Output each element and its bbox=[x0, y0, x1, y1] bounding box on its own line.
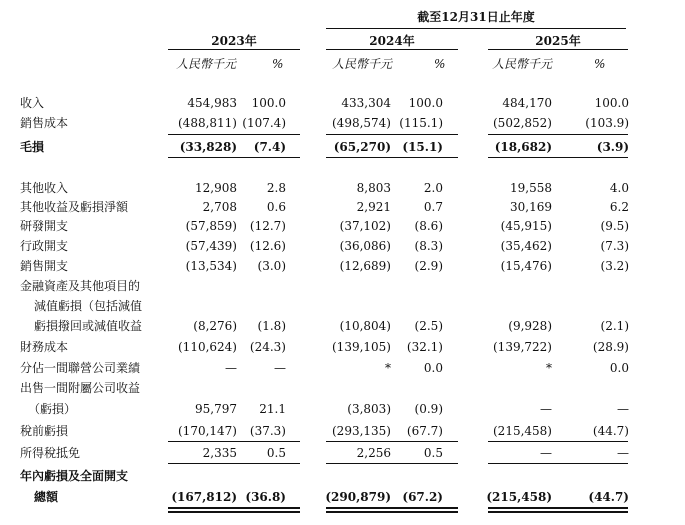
cell-pct-2024: (0.9) bbox=[414, 402, 443, 416]
percent-label-2023: % bbox=[272, 57, 284, 71]
header-rule bbox=[326, 28, 626, 29]
cell-pct-2023: (7.4) bbox=[253, 140, 286, 154]
tax-rule-2023 bbox=[168, 463, 300, 464]
cell-pct-2024: 0.5 bbox=[423, 446, 443, 460]
cell-pct-2024: (32.1) bbox=[406, 340, 443, 354]
cell-amount-2023: (13,534) bbox=[185, 259, 237, 273]
cell-amount-2025: (215,458) bbox=[486, 490, 552, 504]
cell-pct-2024: 100.0 bbox=[408, 96, 443, 110]
cell-pct-2025: (7.3) bbox=[600, 239, 629, 253]
cell-pct-2023: (12.7) bbox=[249, 219, 286, 233]
tax-rule-2024 bbox=[326, 463, 458, 464]
row-label-other-gains-losses: 其他收益及虧損淨額 bbox=[20, 200, 129, 214]
row-label-total-loss-line2: 總額 bbox=[34, 490, 59, 504]
cell-pct-2023: 2.8 bbox=[266, 181, 286, 195]
cell-amount-2025: * bbox=[546, 361, 552, 375]
cell-pct-2023: (107.4) bbox=[242, 116, 286, 130]
cell-amount-2023: 12,908 bbox=[195, 181, 237, 195]
cell-pct-2025: (44.7) bbox=[592, 424, 629, 438]
currency-label-2024: 人民幣千元 bbox=[332, 57, 393, 71]
row-label-disposal-line1: 出售一間附屬公司收益 bbox=[20, 381, 141, 395]
cell-pct-2025: — bbox=[617, 446, 629, 460]
row-label-finance-costs: 財務成本 bbox=[20, 340, 69, 354]
cell-amount-2024: 8,803 bbox=[356, 181, 391, 195]
year-2024-rule bbox=[326, 49, 458, 50]
cell-pct-2023: 100.0 bbox=[251, 96, 286, 110]
cell-pct-2024: (115.1) bbox=[399, 116, 443, 130]
cell-amount-2024: (65,270) bbox=[333, 140, 391, 154]
pretax-rule-2023 bbox=[168, 441, 300, 442]
total-double-rule-top-2025 bbox=[488, 507, 628, 509]
pretax-rule-2024 bbox=[326, 441, 458, 442]
cell-amount-2024: (290,879) bbox=[325, 490, 391, 504]
year-2023-rule bbox=[168, 49, 300, 50]
subtotal-rule-2023 bbox=[168, 134, 300, 135]
cell-pct-2023: (12.6) bbox=[249, 239, 286, 253]
cell-amount-2023: (57,859) bbox=[185, 219, 237, 233]
year-2023-header: 2023年 bbox=[211, 34, 257, 48]
year-2024-header: 2024年 bbox=[369, 34, 415, 48]
cell-amount-2024: (3,803) bbox=[347, 402, 391, 416]
cell-amount-2025: 19,558 bbox=[510, 181, 552, 195]
cell-amount-2023: (57,439) bbox=[185, 239, 237, 253]
row-label-loss-before-tax: 稅前虧損 bbox=[20, 424, 69, 438]
cell-pct-2023: 0.6 bbox=[266, 200, 286, 214]
cell-amount-2025: (215,458) bbox=[493, 424, 552, 438]
cell-amount-2023: — bbox=[225, 361, 237, 375]
cell-amount-2023: 2,708 bbox=[202, 200, 237, 214]
cell-pct-2023: (24.3) bbox=[249, 340, 286, 354]
cell-pct-2025: (2.1) bbox=[600, 319, 629, 333]
row-label-admin-expenses: 行政開支 bbox=[20, 239, 69, 253]
cell-amount-2024: (37,102) bbox=[339, 219, 391, 233]
row-label-other-income: 其他收入 bbox=[20, 181, 69, 195]
row-label-income-tax-credit: 所得稅抵免 bbox=[20, 446, 81, 460]
gross-loss-rule-2025 bbox=[488, 157, 628, 158]
cell-amount-2025: — bbox=[540, 446, 552, 460]
subtotal-rule-2025 bbox=[488, 134, 628, 135]
row-label-rnd-expenses: 研發開支 bbox=[20, 219, 69, 233]
cell-amount-2024: 433,304 bbox=[341, 96, 391, 110]
cell-amount-2023: (488,811) bbox=[178, 116, 237, 130]
cell-amount-2024: (498,574) bbox=[332, 116, 391, 130]
cell-pct-2024: (8.3) bbox=[414, 239, 443, 253]
total-double-rule-bottom-2024 bbox=[326, 511, 458, 513]
cell-pct-2024: (67.2) bbox=[402, 490, 443, 504]
cell-pct-2025: (44.7) bbox=[588, 490, 629, 504]
cell-amount-2023: (170,147) bbox=[178, 424, 237, 438]
cell-pct-2023: — bbox=[274, 361, 286, 375]
currency-label-2025: 人民幣千元 bbox=[492, 57, 553, 71]
cell-amount-2024: * bbox=[385, 361, 391, 375]
total-double-rule-top-2023 bbox=[168, 507, 300, 509]
total-double-rule-bottom-2025 bbox=[488, 511, 628, 513]
cell-amount-2025: (9,928) bbox=[508, 319, 552, 333]
cell-amount-2025: (502,852) bbox=[493, 116, 552, 130]
cell-pct-2024: 2.0 bbox=[423, 181, 443, 195]
cell-pct-2024: (67.7) bbox=[406, 424, 443, 438]
gross-loss-rule-2024 bbox=[326, 157, 458, 158]
total-double-rule-top-2024 bbox=[326, 507, 458, 509]
cell-amount-2024: (12,689) bbox=[339, 259, 391, 273]
row-label-impairment-line2: 減值虧損（包括減值 bbox=[34, 299, 143, 313]
subtotal-rule-2024 bbox=[326, 134, 458, 135]
year-2025-header: 2025年 bbox=[535, 34, 581, 48]
row-label-share-of-associate: 分佔一間聯營公司業績 bbox=[20, 361, 141, 375]
row-label-impairment-line1: 金融資產及其他項目的 bbox=[20, 279, 141, 293]
row-label-cost-of-sales: 銷售成本 bbox=[20, 116, 69, 130]
gross-loss-rule-2023 bbox=[168, 157, 300, 158]
percent-label-2024: % bbox=[434, 57, 446, 71]
year-2025-rule bbox=[488, 49, 628, 50]
tax-rule-2025 bbox=[488, 463, 628, 464]
cell-pct-2025: (3.2) bbox=[600, 259, 629, 273]
row-label-selling-expenses: 銷售開支 bbox=[20, 259, 69, 273]
cell-pct-2025: 4.0 bbox=[609, 181, 629, 195]
cell-amount-2023: 454,983 bbox=[187, 96, 237, 110]
currency-label-2023: 人民幣千元 bbox=[176, 57, 237, 71]
row-label-total-loss-line1: 年內虧損及全面開支 bbox=[20, 469, 129, 483]
pretax-rule-2025 bbox=[488, 441, 628, 442]
cell-amount-2024: (293,135) bbox=[332, 424, 391, 438]
cell-pct-2025: — bbox=[617, 402, 629, 416]
row-label-disposal-line2: （虧損） bbox=[28, 402, 77, 416]
total-double-rule-bottom-2023 bbox=[168, 511, 300, 513]
cell-pct-2025: (3.9) bbox=[596, 140, 629, 154]
percent-label-2025: % bbox=[594, 57, 606, 71]
cell-amount-2025: (45,915) bbox=[500, 219, 552, 233]
cell-pct-2023: (3.0) bbox=[257, 259, 286, 273]
period-title: 截至12月31日止年度 bbox=[417, 10, 535, 24]
cell-pct-2023: 21.1 bbox=[259, 402, 286, 416]
cell-amount-2024: 2,921 bbox=[356, 200, 391, 214]
cell-amount-2024: (36,086) bbox=[339, 239, 391, 253]
cell-pct-2024: 0.0 bbox=[423, 361, 443, 375]
cell-amount-2025: (15,476) bbox=[500, 259, 552, 273]
cell-amount-2023: (167,812) bbox=[171, 490, 237, 504]
cell-pct-2025: (103.9) bbox=[585, 116, 629, 130]
cell-amount-2023: 2,335 bbox=[202, 446, 237, 460]
cell-pct-2024: (2.9) bbox=[414, 259, 443, 273]
cell-amount-2025: 30,169 bbox=[510, 200, 552, 214]
cell-pct-2024: (2.5) bbox=[414, 319, 443, 333]
cell-pct-2025: 6.2 bbox=[609, 200, 629, 214]
cell-amount-2024: (10,804) bbox=[339, 319, 391, 333]
cell-pct-2023: (1.8) bbox=[257, 319, 286, 333]
cell-amount-2025: (18,682) bbox=[494, 140, 552, 154]
cell-pct-2024: (15.1) bbox=[402, 140, 443, 154]
row-label-gross-loss: 毛損 bbox=[20, 140, 45, 154]
cell-pct-2023: 0.5 bbox=[266, 446, 286, 460]
cell-amount-2025: 484,170 bbox=[502, 96, 552, 110]
row-label-impairment-line3: 虧損撥回或減值收益 bbox=[34, 319, 143, 333]
cell-pct-2024: (8.6) bbox=[414, 219, 443, 233]
cell-amount-2024: (139,105) bbox=[332, 340, 391, 354]
cell-amount-2025: — bbox=[540, 402, 552, 416]
cell-amount-2023: 95,797 bbox=[195, 402, 237, 416]
cell-pct-2023: (36.8) bbox=[245, 490, 286, 504]
cell-amount-2025: (35,462) bbox=[500, 239, 552, 253]
cell-amount-2023: (33,828) bbox=[179, 140, 237, 154]
cell-amount-2023: (110,624) bbox=[178, 340, 237, 354]
cell-amount-2023: (8,276) bbox=[193, 319, 237, 333]
cell-pct-2024: 0.7 bbox=[423, 200, 443, 214]
row-label-revenue: 收入 bbox=[20, 96, 45, 110]
cell-pct-2023: (37.3) bbox=[249, 424, 286, 438]
cell-pct-2025: 100.0 bbox=[594, 96, 629, 110]
cell-pct-2025: 0.0 bbox=[609, 361, 629, 375]
cell-pct-2025: (28.9) bbox=[592, 340, 629, 354]
cell-amount-2024: 2,256 bbox=[356, 446, 391, 460]
cell-amount-2025: (139,722) bbox=[493, 340, 552, 354]
cell-pct-2025: (9.5) bbox=[600, 219, 629, 233]
